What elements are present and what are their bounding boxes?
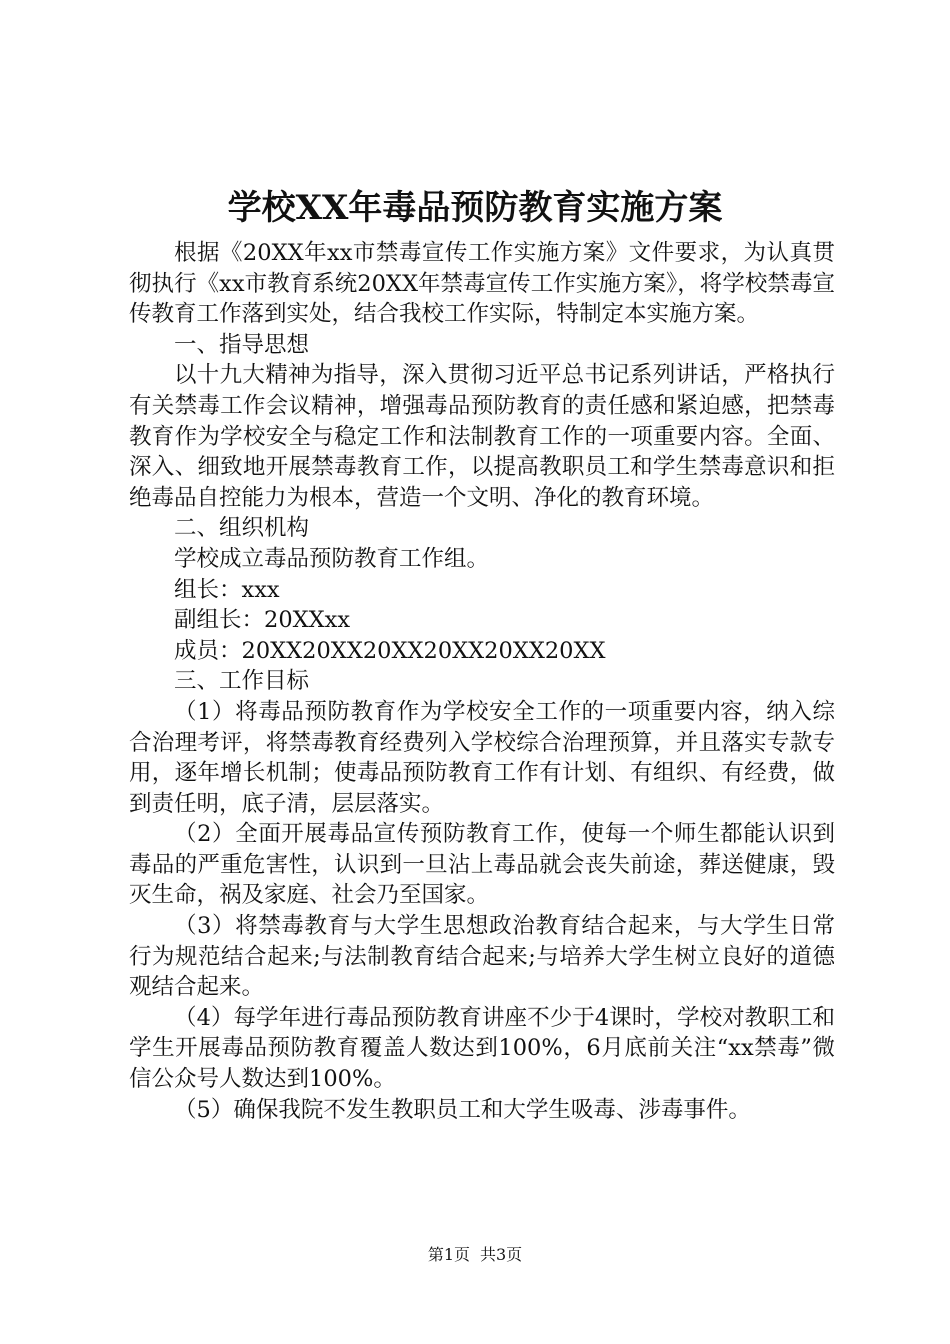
section-heading-guiding-ideology: 一、指导思想 — [174, 331, 310, 358]
page-number-total: 共3页 — [480, 1245, 523, 1264]
document-body — [129, 238, 835, 1125]
guiding-ideology-paragraph: 以十九大精神为指导，深入贯彻习近平总书记系列讲话，严格执行有关禁毒工作会议精神，增强毒品预防教育的责任感和紧迫感，把禁毒教育作为学校安全与稳定工作和法制教育工作的一项重要内容。全面、深入、细致地开展禁毒教育工作，以提高教职员工和学生禁毒意识和拒绝毒品自控能力为根本，营造一个文明、净化的教育环境。 — [129, 362, 835, 511]
goal-item-4: （4）每学年进行毒品预防教育讲座不少于4课时，学校对教职工和学生开展毒品预防教育覆盖人数达到100%，6月底前关注“xx禁毒”微信公众号人数达到100%。 — [129, 1004, 835, 1093]
goal-item-2: （2）全面开展毒品宣传预防教育工作，使每一个师生都能认识到毒品的严重危害性，认识到一旦沾上毒品就会丧失前途，葬送健康，毁灭生命，祸及家庭、社会乃至国家。 — [129, 821, 835, 909]
members-line: 成员：20XX20XX20XX20XX20XX20XX — [174, 637, 606, 664]
goal-item-1: （1）将毒品预防教育作为学校安全工作的一项重要内容，纳入综合治理考评，将禁毒教育经费列入学校综合治理预算，并且落实专款专用，逐年增长机制；使毒品预防教育工作有计划、有组织、有经费，做到责任明，底子清，层层落实。 — [129, 698, 835, 817]
deputy-leader-line: 副组长：20XXxx — [174, 607, 351, 634]
document-title: 学校XX年毒品预防教育实施方案 — [227, 188, 723, 228]
page-footer — [0, 1244, 950, 1266]
page-number-current: 第1页 — [427, 1245, 470, 1264]
organization-paragraph: 学校成立毒品预防教育工作组。 — [174, 545, 490, 572]
section-heading-work-goals: 三、工作目标 — [174, 668, 310, 695]
section-heading-organization: 二、组织机构 — [174, 515, 310, 542]
intro-paragraph: 根据《20XX年xx市禁毒宣传工作实施方案》文件要求，为认真贯彻执行《xx市教育系统20XX年禁毒宣传工作实施方案》，将学校禁毒宣传教育工作落到实处，结合我校工作实际，特制定本实施方案。 — [129, 240, 835, 328]
goal-item-5: （5）确保我院不发生教职员工和大学生吸毒、涉毒事件。 — [174, 1096, 751, 1123]
goal-item-3: （3）将禁毒教育与大学生思想政治教育结合起来，与大学生日常行为规范结合起来;与法制教育结合起来;与培养大学生树立良好的道德观结合起来。 — [129, 913, 835, 1001]
group-leader-line: 组长：xxx — [174, 576, 280, 603]
